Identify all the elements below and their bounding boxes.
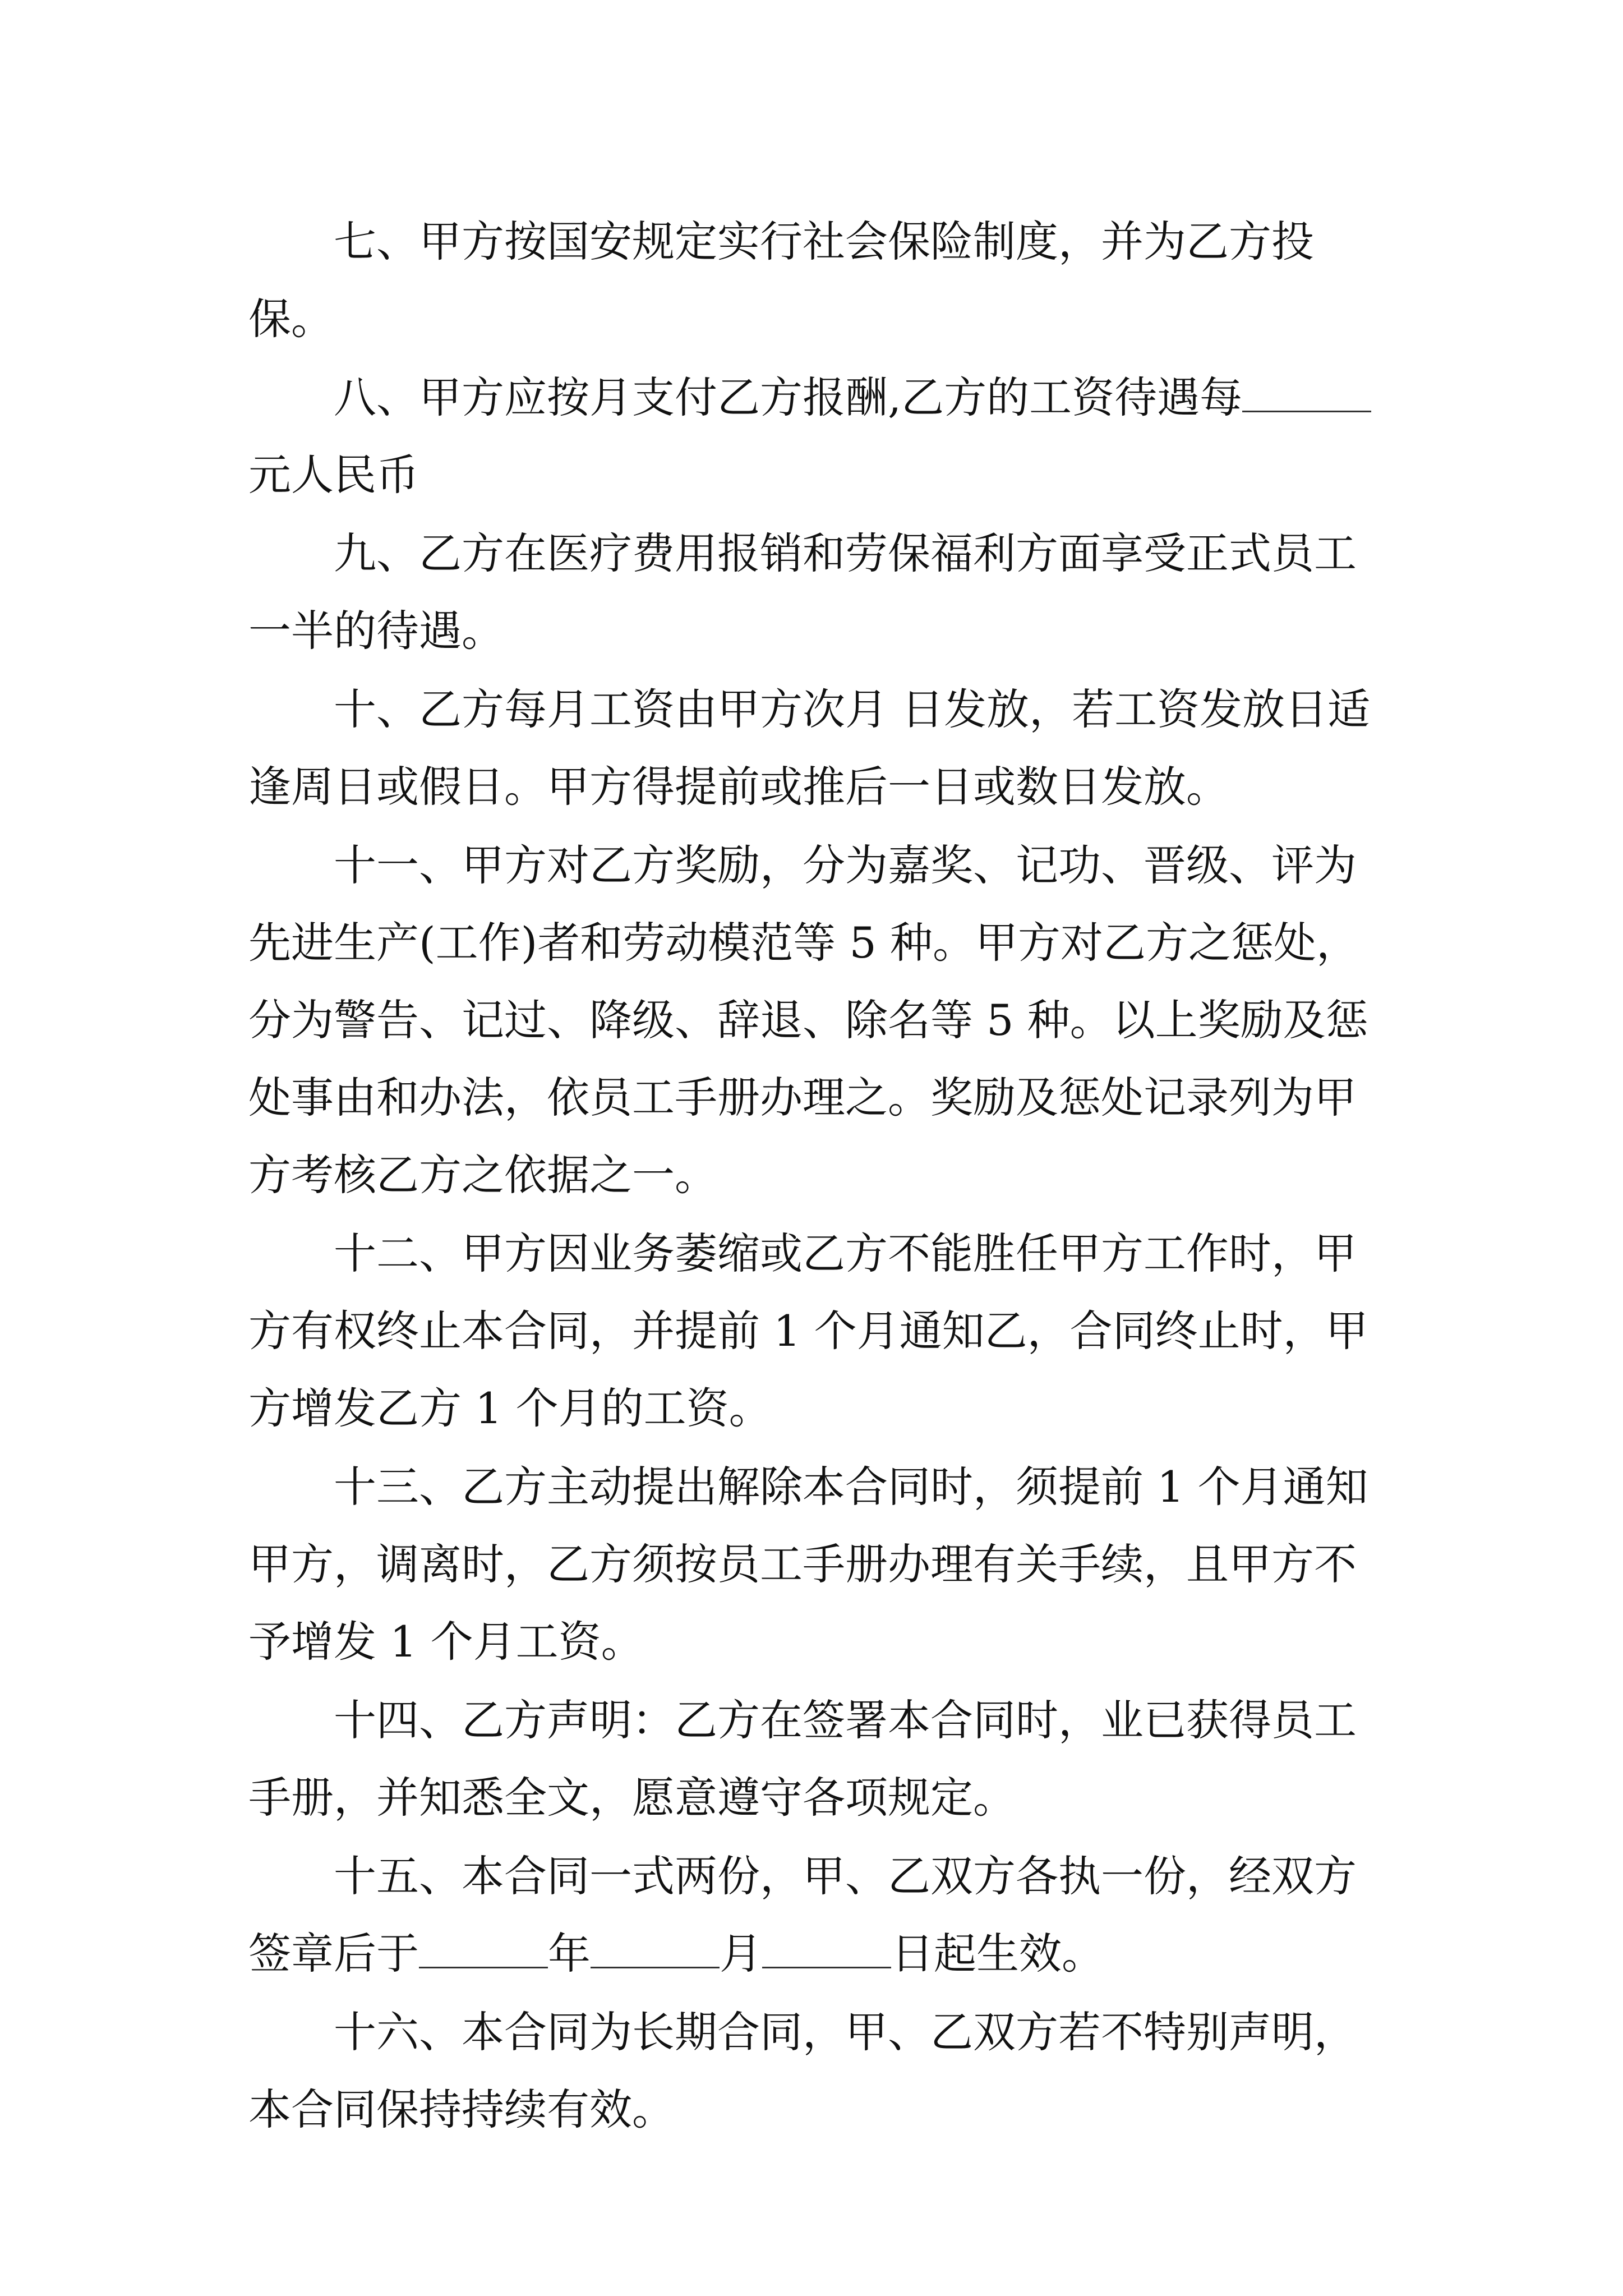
day-blank bbox=[762, 1932, 891, 1968]
salary-blank bbox=[1242, 376, 1371, 412]
clause-7-text: 七、甲方按国安规定实行社会保险制度，并为乙方投保。 bbox=[248, 217, 1314, 344]
clause-8-text-before: 八、甲方应按月支付乙方报酬,乙方的工资待遇每 bbox=[334, 372, 1243, 422]
clause-9-text: 九、乙方在医疗费用报销和劳保福利方面享受正式员工一半的待遇。 bbox=[248, 528, 1357, 656]
clause-8-text-after: 元人民币 bbox=[248, 450, 419, 500]
clause-11 bbox=[248, 827, 1387, 1214]
clause-14 bbox=[248, 1682, 1387, 1837]
day-label: 日起生效。 bbox=[891, 1929, 1104, 1978]
clause-15 bbox=[248, 1838, 1387, 1993]
year-label: 年 bbox=[548, 1929, 591, 1978]
clause-10-text: 十、乙方每月工资由甲方次月 日发放，若工资发放日适逢周日或假日。甲方得提前或推后一日或数日发放。 bbox=[248, 684, 1371, 812]
clause-14-text: 十四、乙方声明：乙方在签署本合同时，业已获得员工手册，并知悉全文，愿意遵守各项规定。 bbox=[248, 1695, 1357, 1823]
document-page bbox=[248, 203, 1387, 2148]
clause-16-text: 十六、本合同为长期合同，甲、乙双方若不特别声明，本合同保持持续有效。 bbox=[248, 2007, 1357, 2134]
clause-13 bbox=[248, 1448, 1387, 1681]
clause-7 bbox=[248, 203, 1387, 358]
clause-8 bbox=[248, 359, 1387, 514]
clause-12 bbox=[248, 1215, 1387, 1447]
clause-13-text: 十三、乙方主动提出解除本合同时，须提前 1 个月通知甲方，调离时，乙方须按员工手册办理有关手续，且甲方不予增发 1 个月工资。 bbox=[248, 1462, 1368, 1667]
clause-9 bbox=[248, 515, 1387, 670]
clause-11-text: 十一、甲方对乙方奖励，分为嘉奖、记功、晋级、评为先进生产(工作)者和劳动模范等 5 种。甲方对乙方之惩处，分为警告、记过、降级、辞退、除名等 5 种。以上奖励及惩处事由和办法，依员工手册办理之。奖励及惩处记录列为甲方考核乙方之依据之一。 bbox=[248, 840, 1368, 1200]
clause-12-text: 十二、甲方因业务萎缩或乙方不能胜任甲方工作时，甲方有权终止本合同，并提前 1 个月通知乙，合同终止时，甲方增发乙方 1 个月的工资。 bbox=[248, 1228, 1368, 1433]
clause-16 bbox=[248, 1994, 1387, 2148]
clause-10 bbox=[248, 671, 1387, 826]
year-blank bbox=[419, 1932, 548, 1968]
clause-15-text-before: 十五、本合同一式两份，甲、乙双方各执一份，经双方签章后于 bbox=[248, 1851, 1357, 1978]
month-blank bbox=[591, 1932, 720, 1968]
month-label: 月 bbox=[720, 1929, 762, 1978]
